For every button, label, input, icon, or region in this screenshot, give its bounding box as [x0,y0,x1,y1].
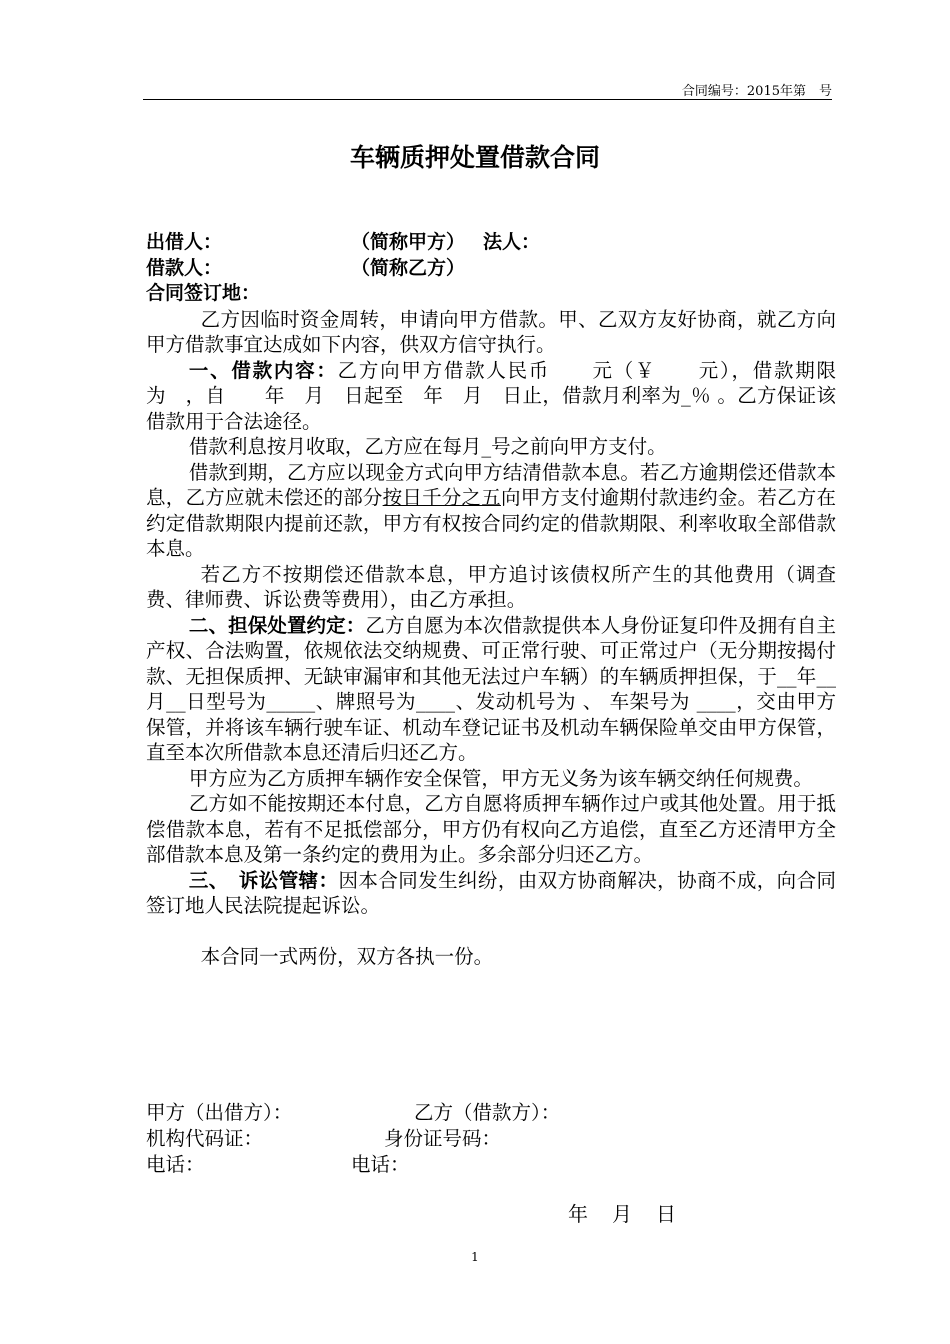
contract-body [146,230,836,969]
lender-label: 出借人： [146,231,223,253]
section-2-paragraph [146,613,836,766]
due-text-b: 向甲方支付逾期付款违约金。若乙方在约定借款期限内提前还款，甲方有权按合同约定的借款期限、利率收取全部借款本息。 [146,486,836,560]
org-code-label: 机构代码证： [146,1127,264,1150]
signature-row-phones [146,1152,560,1178]
section-1-heading: 一、借款内容： [188,358,338,382]
phone-a-label: 电话： [146,1153,205,1176]
section-2-heading: 二、担保处置约定： [188,613,366,637]
contract-number: 合同编号：2015年第 号 [681,84,832,99]
borrower-label: 借款人： [146,256,223,279]
party-a-label: 甲方（出借方）： [146,1101,293,1124]
signature-row-parties [146,1100,560,1126]
page-number: 1 [471,1250,479,1264]
section-1-paragraph [146,358,836,435]
disposal-paragraph: 乙方如不能按期还本付息，乙方自愿将质押车辆作过户或其他处置。用于抵偿借款本息，若有不足抵偿部分，甲方仍有权向乙方追偿，直至乙方还清甲方全部借款本息及第一条约定的费用为止。多余部分归还乙方。 [146,792,836,866]
copies-paragraph: 本合同一式两份，双方各执一份。 [200,944,494,968]
signature-block [146,1100,560,1178]
header-divider [143,99,832,100]
document-title: 车辆质押处置借款合同 [349,143,600,172]
borrower-short: （简称乙方） [351,256,466,279]
interest-paragraph: 借款利息按月收取，乙方应在每月_号之前向甲方支付。 [188,435,667,458]
custody-paragraph: 甲方应为乙方质押车辆作安全保管，甲方无义务为该车辆交纳任何规费。 [188,766,813,790]
signature-row-ids [146,1126,560,1152]
signing-date: 年 月 日 [568,1202,678,1226]
borrower-row [146,256,836,282]
phone-b-label: 电话： [351,1153,410,1176]
lender-short: （简称甲方） [351,231,466,253]
section-3-paragraph [146,868,836,919]
section-3-text: 因本合同发生纠纷，由双方协商解决，协商不成，向合同签订地人民法院提起诉讼。 [146,868,836,917]
section-2-text: 乙方自愿为本次借款提供本人身份证复印件及拥有自主产权、合法购置，依规依法交纳规费、可正常行驶、可正常过户（无分期按揭付款、无担保质押、无缺审漏审和其他无法过户车辆）的车辆质押担保，于__年__月__日型号为_____、牌照号为____、发动机号为 、 车架号为 ____，交由甲方保管，并将该车辆行驶车证、机动车登记证书及机动车辆保险单交由甲方保管，直至本次所借款本息还清后归还乙方。 [146,613,836,764]
id-number-label: 身份证号码： [384,1127,502,1150]
lender-row [146,230,836,256]
intro-paragraph: 乙方因临时资金周转，申请向甲方借款。甲、乙双方友好协商，就乙方向甲方借款事宜达成如下内容，供双方信守执行。 [146,307,836,356]
section-1-text: 乙方向甲方借款人民币 元（￥ 元），借款期限为 ，自 年 月 日起至 年 月 日止，借款月利率为_％ 。乙方保证该借款用于合法途径。 [146,358,836,433]
signing-place-label: 合同签订地： [146,282,261,304]
party-b-label: 乙方（借款方）： [414,1101,561,1124]
due-paragraph [146,460,836,562]
place-row [146,281,836,307]
due-text-a: 借款到期，乙方应以现金方式向甲方结清借款本息。若乙方逾期偿还借款本息，乙方应就未偿还的部分 [146,460,836,509]
penalty-rate: 按日千分之五 [382,486,501,509]
legal-rep-label: 法人： [483,231,541,253]
section-3-heading: 三、 诉讼管辖： [188,868,339,892]
fees-paragraph: 若乙方不按期偿还借款本息，甲方追讨该债权所产生的其他费用（调查费、律师费、诉讼费等费用），由乙方承担。 [146,562,836,611]
